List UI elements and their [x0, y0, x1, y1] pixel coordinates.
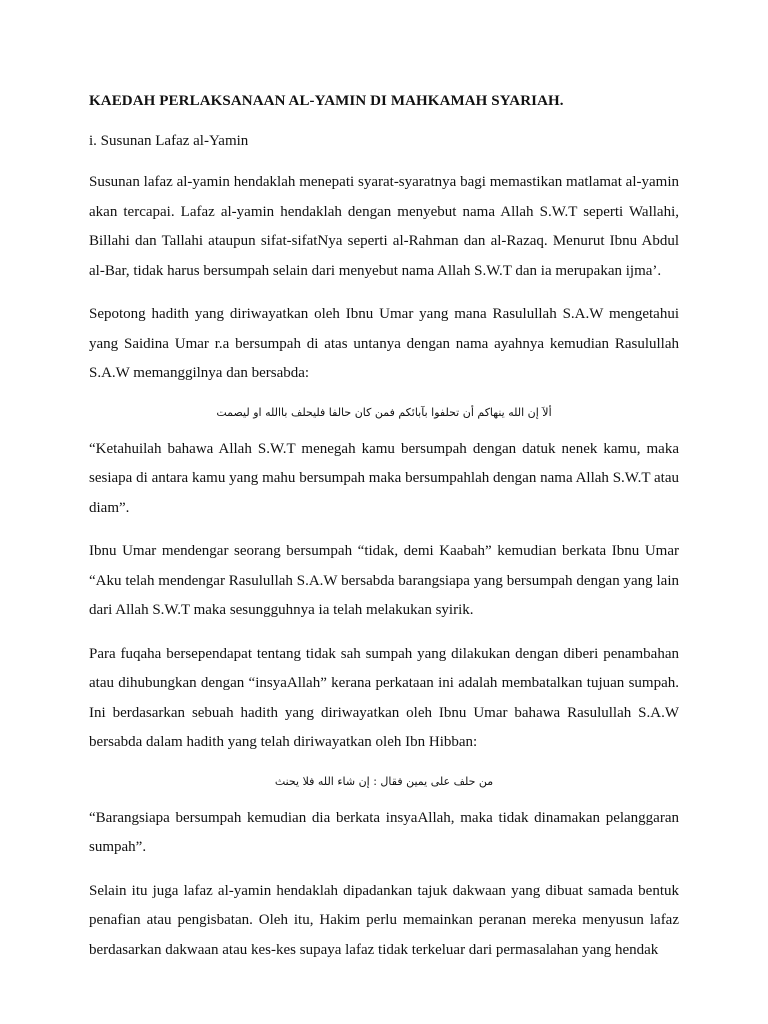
- paragraph-2: Sepotong hadith yang diriwayatkan oleh Ibnu Umar yang mana Rasulullah S.A.W mengetahui yang Saidina Umar r.a bersumpah di atas untanya dengan nama ayahnya kemudian Rasulullah S.A.W memanggilnya dan bersabda:: [89, 306, 679, 381]
- document-title: KAEDAH PERLAKSANAAN AL-YAMIN DI MAHKAMAH SYARIAH.: [89, 93, 564, 109]
- arabic-hadith-2: من حلف على يمين فقال : إن شاء الله فلا يحنث: [274, 774, 494, 788]
- section-subtitle: i. Susunan Lafaz al-Yamin: [89, 133, 249, 149]
- paragraph-4: Ibnu Umar mendengar seorang bersumpah “tidak, demi Kaabah” kemudian berkata Ibnu Umar “Aku telah mendengar Rasulullah S.A.W bersabda barangsiapa yang bersumpah dengan yang lain dari Allah S.W.T maka sesungguhnya ia telah melakukan syirik.: [89, 543, 679, 618]
- paragraph-3: “Ketahuilah bahawa Allah S.W.T menegah kamu bersumpah dengan datuk nenek kamu, maka sesiapa di antara kamu yang mahu bersumpah maka bersumpahlah dengan nama Allah S.W.T atau diam”.: [89, 440, 679, 516]
- paragraph-6: “Barangsiapa bersumpah kemudian dia berkata insyaAllah, maka tidak dinamakan pelanggaran sumpah”.: [89, 809, 679, 855]
- paragraph-1: Susunan lafaz al-yamin hendaklah menepati syarat-syaratnya bagi memastikan matlamat al-yamin akan tercapai. Lafaz al-yamin hendaklah dengan menyebut nama Allah S.W.T seperti Wallahi, Billahi dan Tallahi ataupun sifat-sifatNya seperti al-Rahman dan al-Razaq. Menurut Ibnu Abdul al-Bar, tidak harus bersumpah selain dari menyebut nama Allah S.W.T dan ia merupakan ijma’.: [89, 174, 679, 279]
- paragraph-7: Selain itu juga lafaz al-yamin hendaklah dipadankan tajuk dakwaan yang dibuat samada bentuk penafian atau pengisbatan. Oleh itu, Hakim perlu memainkan peranan mereka menyusun lafaz berdasarkan dakwaan atau kes-kes supaya lafaz tidak terkeluar dari permasalahan yang hendak: [89, 882, 679, 958]
- paragraph-5: Para fuqaha bersependapat tentang tidak sah sumpah yang dilakukan dengan diberi penambahan atau dihubungkan dengan “insyaAllah” kerana perkataan ini adalah membatalkan tujuan sumpah. Ini berdasarkan sebuah hadith yang diriwayatkan oleh Ibnu Umar bahawa Rasulullah S.A.W bersabda dalam hadith yang telah diriwayatkan oleh Ibn Hibban:: [89, 645, 679, 750]
- arabic-hadith-1: ألاَ إن الله ينهاكم أن تحلفوا بآبائكم فمن كان حالفا فليحلف باالله او ليصمت: [216, 405, 552, 419]
